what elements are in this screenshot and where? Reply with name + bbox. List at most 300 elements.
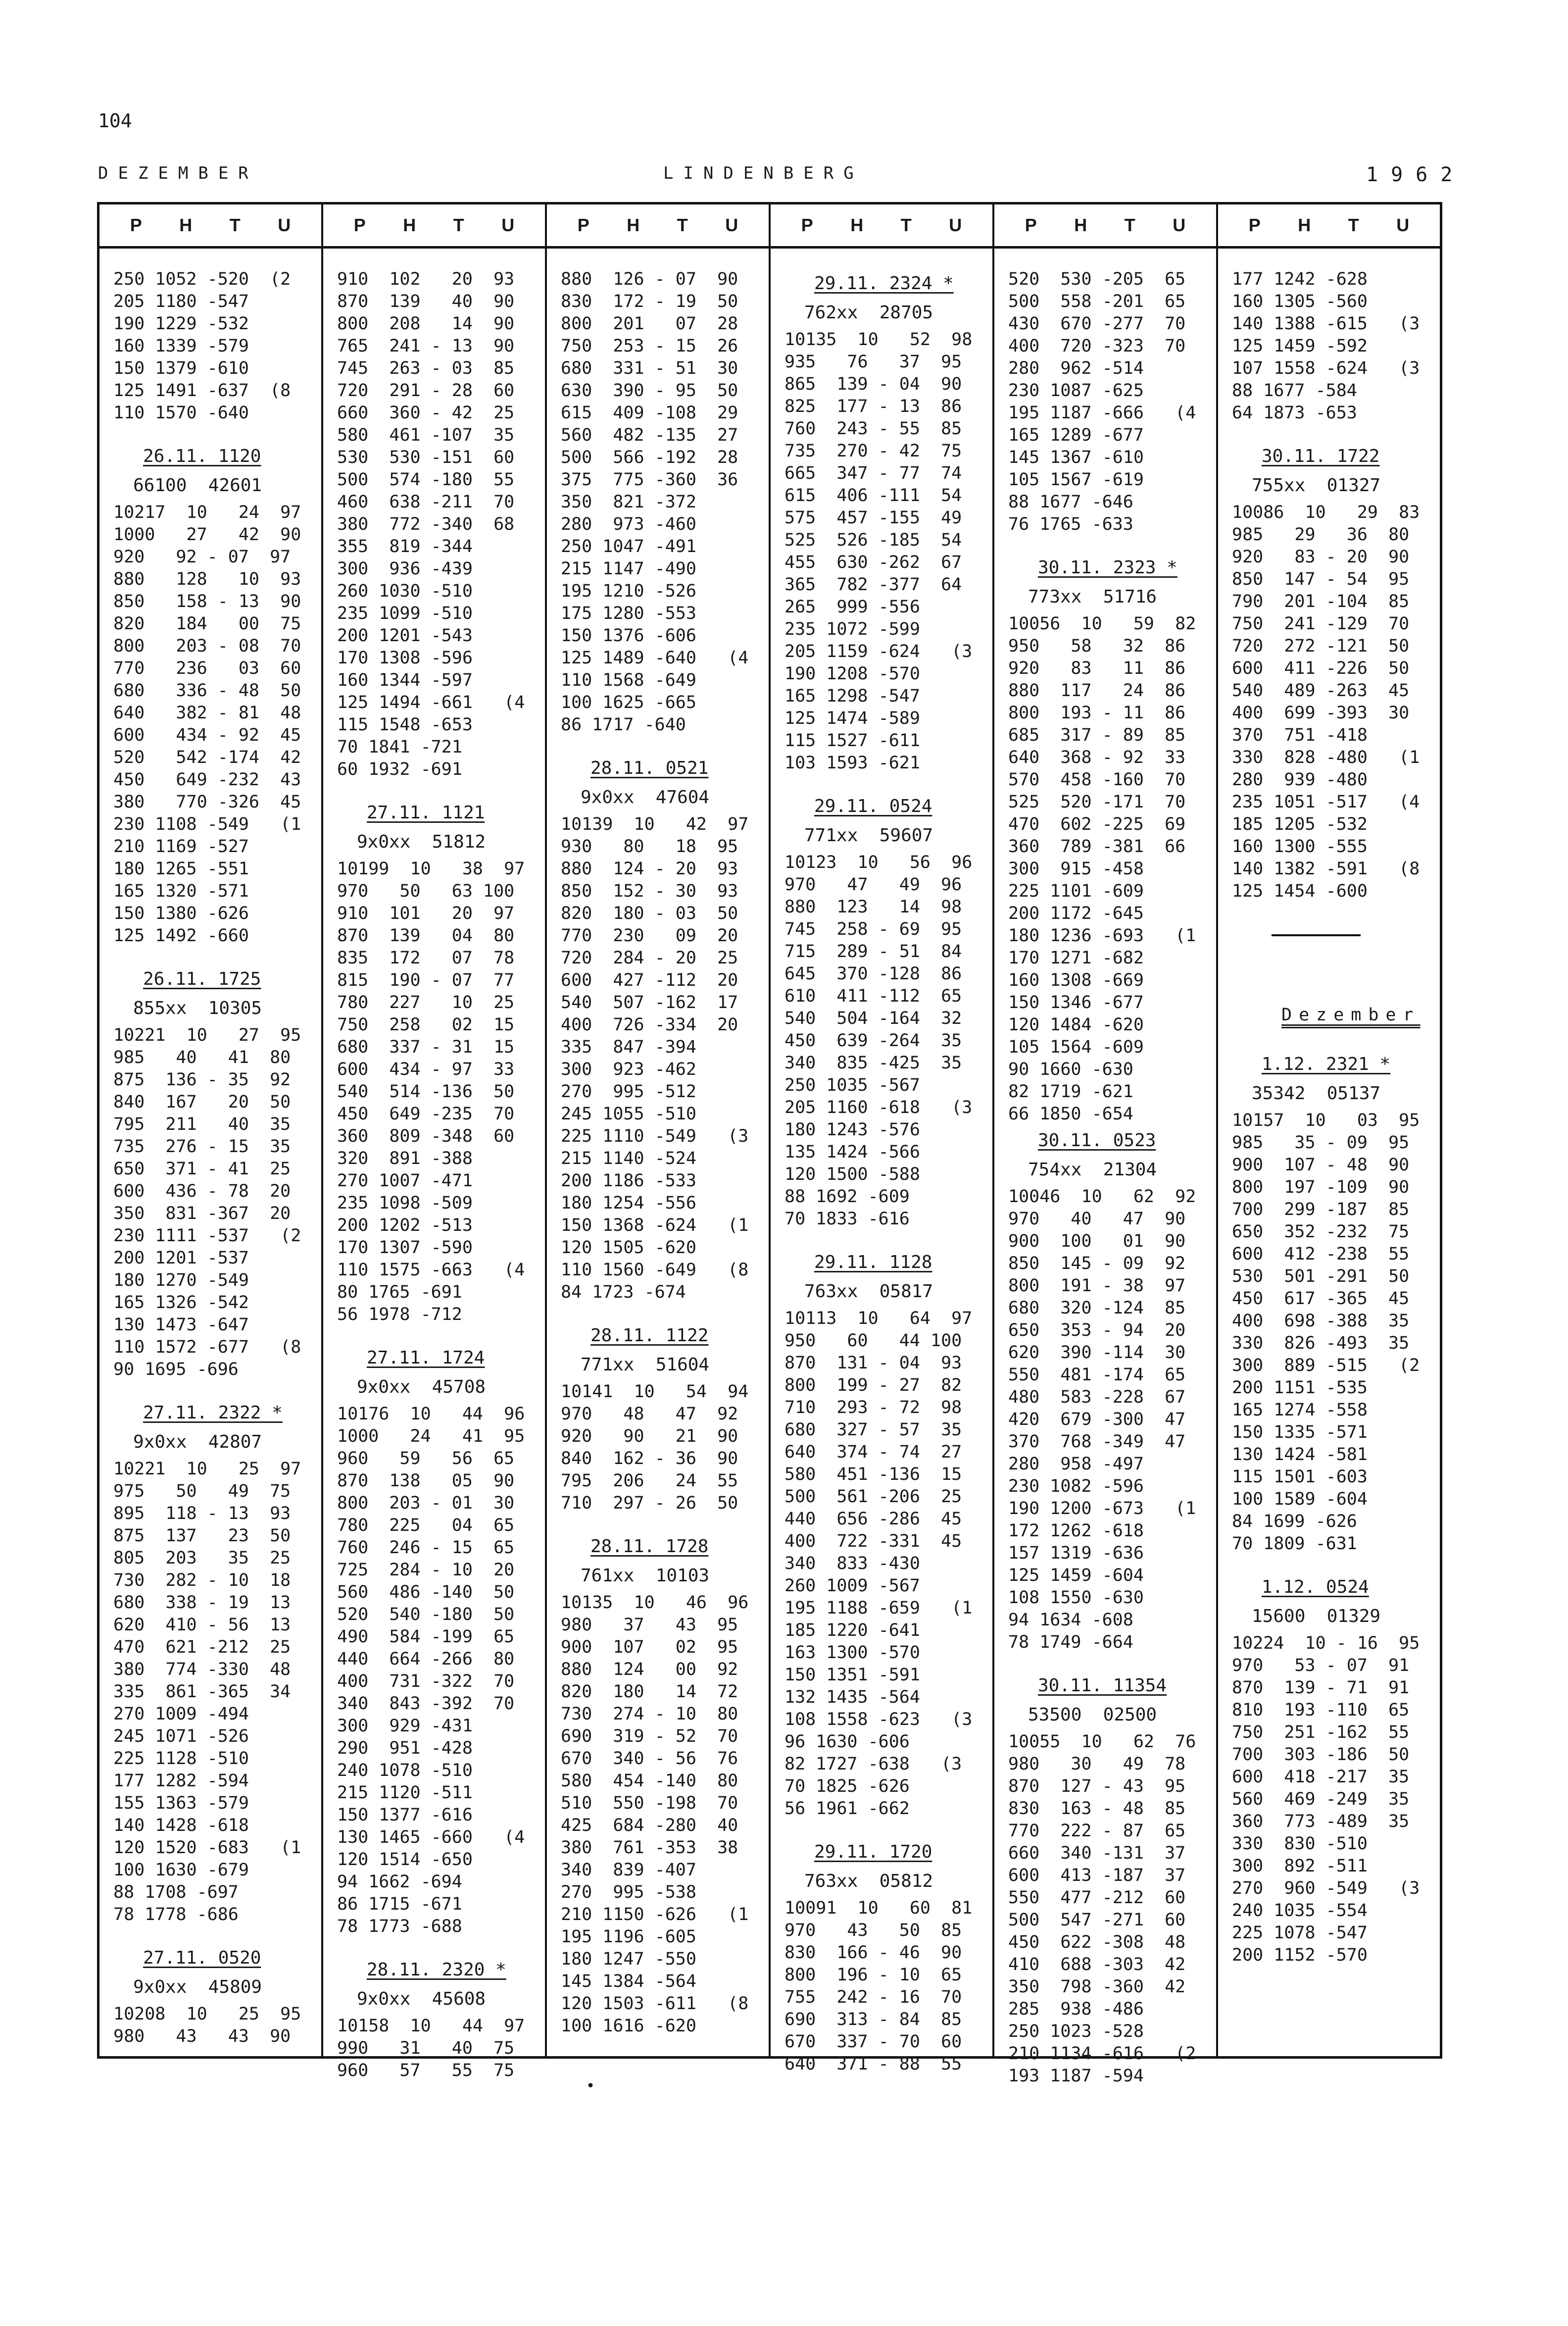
table-row: 10221 10 27 95 [113, 1025, 301, 1045]
spacer [337, 1938, 545, 1955]
table-row: 900 107 - 48 90 [1232, 1155, 1410, 1175]
table-row: 870 139 40 90 [337, 292, 515, 311]
table-row: 800 191 - 38 97 [1008, 1276, 1186, 1296]
table-row: 10123 10 56 96 [784, 853, 973, 872]
table-row: 110 1570 -640 [113, 403, 249, 423]
table-row: 350 831 -367 20 [113, 1204, 291, 1223]
table-column [547, 204, 771, 2056]
table-row: 150 1380 -626 [113, 904, 249, 923]
table-row: 620 390 -114 30 [1008, 1343, 1186, 1363]
table-row: 460 638 -211 70 [337, 492, 515, 512]
table-row: 215 1120 -511 [337, 1783, 473, 1803]
table-row: 215 1140 -524 [561, 1149, 696, 1168]
table-row: 125 1491 -637 (8 [113, 381, 291, 401]
column-header-label: H [179, 215, 193, 235]
table-row: 720 272 -121 50 [1232, 636, 1410, 656]
table-row: 570 458 -160 70 [1008, 770, 1186, 790]
table-row: 840 162 - 36 90 [561, 1449, 738, 1468]
table-row: 520 542 -174 42 [113, 748, 301, 767]
table-row: 690 313 - 84 85 [784, 2010, 962, 2029]
table-row: 470 602 -225 69 [1008, 814, 1186, 834]
table-row: 600 412 -238 55 [1232, 1244, 1410, 1264]
sounding-code: 9x0xx 51812 [357, 832, 486, 852]
table-row: 115 1548 -653 [337, 715, 473, 735]
column-header-label: P [801, 215, 813, 235]
table-row: 875 136 - 35 92 [113, 1070, 291, 1090]
table-row: 550 477 -212 60 [1008, 1888, 1186, 1908]
separator-rule [1272, 934, 1361, 936]
sounding-title: 27.11. 2322 * [143, 1403, 283, 1423]
table-row: 380 761 -353 38 [561, 1838, 738, 1858]
table-row: 10113 10 64 97 [784, 1309, 973, 1328]
table-row: 110 1572 -677 (8 [113, 1337, 301, 1357]
table-row: 910 102 20 93 [337, 269, 515, 289]
table-row: 10091 10 60 81 [784, 1898, 973, 1918]
table-row: 195 1196 -605 [561, 1927, 696, 1947]
table-row: 665 347 - 77 74 [784, 463, 962, 483]
column-header [994, 204, 1216, 249]
table-row: 600 436 - 78 20 [113, 1181, 291, 1201]
table-row: 86 1715 -671 [337, 1894, 462, 1914]
table-row: 540 514 -136 50 [337, 1082, 515, 1102]
table-row: 500 561 -206 25 [784, 1487, 962, 1507]
sounding-code: 855xx 10305 [133, 998, 262, 1018]
table-row: 78 1773 -688 [337, 1917, 462, 1936]
table-row: 60 1932 -691 [337, 759, 462, 779]
sounding-title: 30.11. 1722 [1262, 446, 1380, 466]
table-row: 980 43 43 90 [113, 2026, 291, 2046]
spacer [337, 781, 545, 798]
sounding-title: 28.11. 0521 [590, 758, 709, 778]
table-row: 160 1300 -555 [1232, 837, 1368, 857]
table-row: 750 251 -162 55 [1232, 1722, 1410, 1742]
table-row: 225 1128 -510 [113, 1749, 249, 1769]
table-row: 750 258 02 15 [337, 1015, 515, 1035]
table-row: 270 1007 -471 [337, 1171, 473, 1191]
table-row: 430 670 -277 70 [1008, 314, 1186, 334]
table-row: 670 337 - 70 60 [784, 2032, 962, 2052]
table-row: 135 1424 -566 [784, 1142, 920, 1162]
table-row: 850 152 - 30 93 [561, 881, 738, 901]
table-row: 160 1308 -669 [1008, 970, 1144, 990]
sounding-title: 29.11. 0524 [814, 796, 932, 816]
table-row: 250 1052 -520 (2 [113, 269, 291, 289]
table-row: 355 819 -344 [337, 537, 473, 556]
table-row: 260 1009 -567 [784, 1576, 920, 1596]
table-row: 380 772 -340 68 [337, 514, 515, 534]
table-row: 970 40 47 90 [1008, 1209, 1186, 1229]
table-row: 150 1346 -677 [1008, 993, 1144, 1012]
table-row: 260 1030 -510 [337, 581, 473, 601]
table-row: 480 583 -228 67 [1008, 1387, 1186, 1407]
column-header-label: U [949, 215, 962, 235]
table-row: 130 1473 -647 [113, 1315, 249, 1335]
table-row: 10086 10 29 83 [1232, 503, 1420, 522]
table-row: 90 1660 -630 [1008, 1060, 1133, 1079]
column-header-label: P [1248, 215, 1261, 235]
table-row: 170 1308 -596 [337, 648, 473, 668]
spacer [113, 1381, 321, 1398]
table-row: 650 353 - 94 20 [1008, 1320, 1186, 1340]
table-row: 320 891 -388 [337, 1149, 473, 1168]
column-header-label: H [403, 215, 416, 235]
table-row: 115 1501 -603 [1232, 1467, 1368, 1487]
table-row: 880 124 00 92 [561, 1660, 738, 1679]
table-row: 130 1424 -581 [1232, 1445, 1368, 1465]
table-row: 525 526 -185 54 [784, 530, 962, 550]
table-row: 300 889 -515 (2 [1232, 1356, 1420, 1375]
sounding-title: 30.11. 11354 [1038, 1675, 1167, 1696]
column-header-label: P [353, 215, 366, 235]
table-row: 80 1765 -691 [337, 1282, 462, 1302]
table-row: 230 1082 -596 [1008, 1476, 1144, 1496]
sounding-code: 9x0xx 42807 [133, 1432, 262, 1452]
table-row: 180 1254 -556 [561, 1193, 696, 1213]
table-row: 800 199 - 27 82 [784, 1375, 962, 1395]
table-row: 130 1465 -660 (4 [337, 1827, 525, 1847]
table-row: 340 843 -392 70 [337, 1694, 515, 1714]
table-row: 235 1098 -509 [337, 1193, 473, 1213]
table-row: 290 951 -428 [337, 1738, 473, 1758]
table-row: 540 504 -164 32 [784, 1009, 962, 1028]
table-row: 70 1841 -721 [337, 737, 462, 757]
table-row: 200 1151 -535 [1232, 1378, 1368, 1398]
column-header-label: P [1025, 215, 1037, 235]
sounding-title: 29.11. 1720 [814, 1842, 932, 1862]
table-row: 935 76 37 95 [784, 352, 962, 372]
month-label: Dezember [1281, 1005, 1421, 1025]
table-row: 735 270 - 42 75 [784, 441, 962, 461]
table-row: 10135 10 46 96 [561, 1593, 749, 1613]
table-row: 425 684 -280 40 [561, 1816, 738, 1835]
column-body [323, 249, 545, 2082]
spacer [784, 1230, 992, 1247]
table-row: 880 123 14 98 [784, 897, 962, 917]
table-row: 920 83 11 86 [1008, 658, 1186, 678]
table-row: 160 1339 -579 [113, 336, 249, 356]
sounding-title: 28.11. 2320 * [367, 1960, 506, 1980]
table-row: 800 203 - 08 70 [113, 636, 301, 656]
table-row: 745 258 - 69 95 [784, 919, 962, 939]
spacer [113, 947, 321, 964]
table-row: 525 520 -171 70 [1008, 792, 1186, 812]
spacer [784, 774, 992, 791]
column-header-label: T [229, 215, 241, 235]
table-row: 270 1009 -494 [113, 1704, 249, 1724]
table-row: 330 828 -480 (1 [1232, 748, 1420, 767]
table-column [994, 204, 1218, 2086]
header-station: LINDENBERG [663, 163, 864, 183]
table-row: 710 297 - 26 50 [561, 1493, 738, 1513]
table-row: 615 406 -111 54 [784, 486, 962, 506]
table-row: 985 35 - 09 95 [1232, 1133, 1410, 1153]
table-row: 163 1300 -570 [784, 1643, 920, 1663]
sounding-code: 9x0xx 45809 [133, 1977, 262, 1997]
table-row: 375 775 -360 36 [561, 470, 738, 490]
table-row: 820 180 14 72 [561, 1682, 738, 1702]
table-row: 150 1377 -616 [337, 1805, 473, 1825]
table-row: 10158 10 44 97 [337, 2016, 525, 2036]
table-row: 830 166 - 46 90 [784, 1943, 962, 1963]
table-row: 245 1071 -526 [113, 1726, 249, 1746]
table-row: 105 1564 -609 [1008, 1037, 1144, 1057]
table-row: 500 566 -192 28 [561, 448, 738, 467]
table-row: 180 1265 -551 [113, 859, 249, 879]
table-row: 490 584 -199 65 [337, 1627, 515, 1647]
table-row: 735 276 - 15 35 [113, 1137, 291, 1157]
sounding-title: 29.11. 1128 [814, 1252, 932, 1272]
table-row: 620 410 - 56 13 [113, 1615, 291, 1635]
bottom-mark: • [586, 2077, 595, 2095]
table-row: 640 368 - 92 33 [1008, 748, 1186, 767]
table-row: 175 1280 -553 [561, 604, 696, 623]
table-row: 145 1367 -610 [1008, 448, 1144, 467]
table-row: 94 1662 -694 [337, 1872, 462, 1892]
table-row: 82 1719 -621 [1008, 1082, 1133, 1102]
table-row: 78 1749 -664 [1008, 1632, 1133, 1652]
table-row: 910 101 20 97 [337, 904, 515, 923]
table-row: 360 773 -489 35 [1232, 1812, 1410, 1831]
table-row: 360 789 -381 66 [1008, 837, 1186, 857]
table-row: 500 547 -271 60 [1008, 1910, 1186, 1930]
table-row: 575 457 -155 49 [784, 508, 962, 528]
sounding-title: 26.11. 1725 [143, 969, 261, 989]
table-row: 670 340 - 56 76 [561, 1749, 738, 1769]
sounding-code: 761xx 10103 [581, 1566, 710, 1586]
table-row: 125 1489 -640 (4 [561, 648, 749, 668]
column-header-label: U [278, 215, 291, 235]
table-row: 920 92 - 07 97 [113, 547, 291, 567]
table-row: 125 1459 -604 [1008, 1566, 1144, 1585]
table-row: 340 839 -407 [561, 1860, 696, 1880]
table-row: 975 50 49 75 [113, 1481, 291, 1501]
table-row: 400 699 -393 30 [1232, 703, 1410, 723]
table-row: 150 1351 -591 [784, 1665, 920, 1685]
sounding-title: 27.11. 1121 [367, 803, 485, 823]
table-row: 330 826 -493 35 [1232, 1333, 1410, 1353]
column-body [994, 249, 1216, 2087]
table-row: 440 656 -286 45 [784, 1509, 962, 1529]
table-row: 540 489 -263 45 [1232, 681, 1410, 701]
table-row: 990 31 40 75 [337, 2038, 515, 2058]
table-row: 300 936 -439 [337, 559, 473, 579]
table-row: 850 147 - 54 95 [1232, 569, 1410, 589]
table-row: 880 117 24 86 [1008, 681, 1186, 701]
table-row: 600 418 -217 35 [1232, 1767, 1410, 1787]
table-row: 160 1305 -560 [1232, 292, 1368, 311]
column-header-label: P [130, 215, 142, 235]
table-row: 10135 10 52 98 [784, 330, 973, 350]
table-row: 340 833 -430 [784, 1554, 920, 1573]
table-row: 820 184 00 75 [113, 614, 301, 634]
separator-line [1232, 934, 1440, 964]
column-header-label: U [1396, 215, 1410, 235]
table-row: 96 1630 -606 [784, 1732, 910, 1752]
table-row: 870 131 - 04 93 [784, 1353, 962, 1373]
table-row: 600 427 -112 20 [561, 970, 738, 990]
table-row: 84 1723 -674 [561, 1282, 686, 1302]
table-row: 700 299 -187 85 [1232, 1200, 1410, 1219]
table-row: 250 1047 -491 [561, 537, 696, 556]
table-row: 720 291 - 28 60 [337, 381, 515, 401]
table-row: 100 1589 -604 [1232, 1489, 1368, 1509]
table-row: 600 411 -226 50 [1232, 658, 1410, 678]
table-row: 125 1494 -661 (4 [337, 693, 525, 712]
table-row: 970 47 49 96 [784, 875, 962, 895]
table-row: 380 774 -330 48 [113, 1660, 291, 1679]
table-row: 350 798 -360 42 [1008, 1977, 1186, 1997]
spacer [1232, 981, 1440, 998]
table-row: 245 1055 -510 [561, 1104, 696, 1124]
table-row: 10157 10 03 95 [1232, 1111, 1420, 1130]
table-row: 140 1382 -591 (8 [1232, 859, 1420, 879]
table-row: 840 167 20 50 [113, 1092, 291, 1112]
table-row: 10055 10 62 76 [1008, 1732, 1196, 1752]
table-row: 680 337 - 31 15 [337, 1037, 515, 1057]
sounding-code: 35342 05137 [1252, 1083, 1381, 1104]
spacer [1008, 1654, 1216, 1670]
table-row: 700 303 -186 50 [1232, 1745, 1410, 1765]
table-row: 800 208 14 90 [337, 314, 515, 334]
table-row: 170 1307 -590 [337, 1238, 473, 1258]
table-row: 180 1270 -549 [113, 1270, 249, 1290]
spacer [1232, 424, 1440, 441]
table-row: 450 649 -235 70 [337, 1104, 515, 1124]
table-row: 280 939 -480 [1232, 770, 1368, 790]
table-row: 210 1150 -626 (1 [561, 1905, 749, 1924]
table-row: 103 1593 -621 [784, 753, 920, 773]
table-row: 900 107 02 95 [561, 1637, 738, 1657]
table-row: 630 390 - 95 50 [561, 381, 738, 401]
table-row: 420 679 -300 47 [1008, 1410, 1186, 1429]
table-row: 685 317 - 89 85 [1008, 725, 1186, 745]
table-row: 10224 10 - 16 95 [1232, 1633, 1420, 1653]
table-row: 165 1289 -677 [1008, 425, 1144, 445]
table-row: 195 1188 -659 (1 [784, 1598, 973, 1618]
table-row: 960 59 56 65 [337, 1449, 515, 1468]
table-row: 725 284 - 10 20 [337, 1560, 515, 1580]
table-row: 650 352 -232 75 [1232, 1222, 1410, 1242]
table-row: 400 726 -334 20 [561, 1015, 738, 1035]
table-row: 380 770 -326 45 [113, 792, 301, 812]
column-header [1218, 204, 1440, 249]
table-row: 530 530 -151 60 [337, 448, 515, 467]
table-row: 330 830 -510 [1232, 1834, 1368, 1854]
spacer [1232, 1555, 1440, 1572]
table-row: 450 639 -264 35 [784, 1031, 962, 1051]
table-row: 150 1379 -610 [113, 358, 249, 378]
spacer [784, 1820, 992, 1837]
table-row: 250 1035 -567 [784, 1075, 920, 1095]
table-row: 870 139 04 80 [337, 926, 515, 946]
table-row: 165 1274 -558 [1232, 1400, 1368, 1420]
table-row: 800 193 - 11 86 [1008, 703, 1186, 723]
table-row: 950 58 32 86 [1008, 636, 1186, 656]
table-column [1218, 204, 1440, 2056]
table-row: 56 1961 -662 [784, 1799, 910, 1819]
table-row: 680 338 - 19 13 [113, 1593, 291, 1613]
table-row: 94 1634 -608 [1008, 1610, 1133, 1630]
table-row: 980 30 49 78 [1008, 1754, 1186, 1774]
table-row: 870 139 - 71 91 [1232, 1678, 1410, 1698]
table-row: 88 1677 -646 [1008, 492, 1133, 512]
table-row: 755 242 - 16 70 [784, 1987, 962, 2007]
table-row: 760 246 - 15 65 [337, 1538, 515, 1558]
table-row: 750 253 - 15 26 [561, 336, 738, 356]
table-row: 455 630 -262 67 [784, 553, 962, 572]
table-row: 200 1172 -645 [1008, 904, 1144, 923]
column-header-label: P [577, 215, 589, 235]
table-row: 800 203 - 01 30 [337, 1493, 515, 1513]
table-row: 340 835 -425 35 [784, 1053, 962, 1073]
table-row: 200 1201 -537 [113, 1248, 249, 1268]
table-row: 205 1159 -624 (3 [784, 642, 973, 661]
table-row: 160 1344 -597 [337, 670, 473, 690]
table-row: 84 1699 -626 [1232, 1512, 1357, 1531]
table-row: 70 1809 -631 [1232, 1534, 1357, 1554]
table-row: 960 57 55 75 [337, 2061, 515, 2080]
sounding-title: 1.12. 0524 [1262, 1577, 1369, 1597]
column-header-label: U [1173, 215, 1186, 235]
header-year: 1962 [1366, 163, 1466, 186]
table-row: 155 1363 -579 [113, 1793, 249, 1813]
table-row: 835 172 07 78 [337, 948, 515, 968]
table-row: 230 1108 -549 (1 [113, 814, 301, 834]
column-header-label: H [627, 215, 640, 235]
table-row: 230 1087 -625 [1008, 381, 1144, 401]
table-row: 86 1717 -640 [561, 715, 686, 735]
table-row: 800 197 -109 90 [1232, 1177, 1410, 1197]
table-row: 70 1825 -626 [784, 1776, 910, 1796]
sounding-code: 754xx 21304 [1028, 1160, 1157, 1180]
sounding-code: 53500 02500 [1028, 1705, 1157, 1725]
table-row: 82 1727 -638 (3 [784, 1754, 962, 1774]
table-row: 640 374 - 74 27 [784, 1442, 962, 1462]
table-row: 825 177 - 13 86 [784, 397, 962, 416]
table-row: 530 501 -291 50 [1232, 1266, 1410, 1286]
table-row: 177 1282 -594 [113, 1771, 249, 1791]
table-row: 660 360 - 42 25 [337, 403, 515, 423]
table-row: 370 768 -349 47 [1008, 1432, 1186, 1452]
table-row: 165 1320 -571 [113, 881, 249, 901]
table-row: 10199 10 38 97 [337, 859, 525, 879]
table-row: 195 1210 -526 [561, 581, 696, 601]
table-row: 76 1765 -633 [1008, 514, 1133, 534]
table-row: 10141 10 54 94 [561, 1382, 749, 1402]
table-row: 520 540 -180 50 [337, 1605, 515, 1624]
table-row: 120 1514 -650 [337, 1850, 473, 1870]
table-row: 615 409 -108 29 [561, 403, 738, 423]
table-row: 650 371 - 41 25 [113, 1159, 291, 1179]
page-number: 104 [98, 110, 132, 132]
table-row: 280 962 -514 [1008, 358, 1144, 378]
table-row: 730 274 - 10 80 [561, 1704, 738, 1724]
spacer [1008, 536, 1216, 553]
table-row: 235 1051 -517 (4 [1232, 792, 1420, 812]
table-row: 105 1567 -619 [1008, 470, 1144, 490]
table-row: 195 1187 -666 (4 [1008, 403, 1196, 423]
table-row: 500 574 -180 55 [337, 470, 515, 490]
table-row: 365 782 -377 64 [784, 575, 962, 595]
table-row: 56 1978 -712 [337, 1305, 462, 1324]
table-row: 715 289 - 51 84 [784, 942, 962, 961]
sounding-code: 9x0xx 45608 [357, 1989, 486, 2009]
table-row: 120 1505 -620 [561, 1238, 696, 1258]
table-row: 10046 10 62 92 [1008, 1187, 1196, 1207]
table-row: 745 263 - 03 85 [337, 358, 515, 378]
table-row: 600 434 - 97 33 [337, 1060, 515, 1079]
table-row: 720 284 - 20 25 [561, 948, 738, 968]
